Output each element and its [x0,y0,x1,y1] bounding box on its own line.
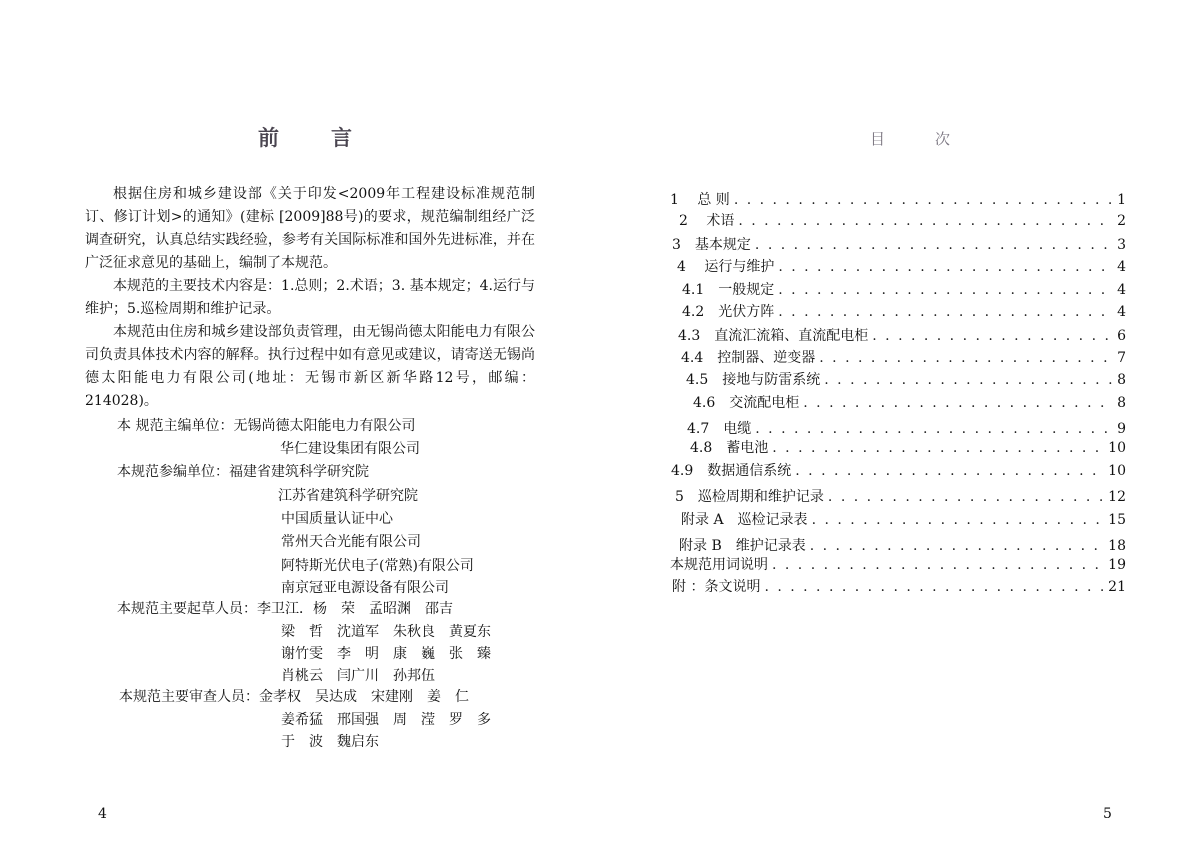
toc-entry[interactable] [677,257,1126,277]
preface-paragraph: 本规范由住房和城乡建设部负责管理，由无锡尚德太阳能电力有限公司负责具体技术内容的解释。执行过程中如有意见或建议，请寄送无锡尚德太阳能电力有限公司(地址：无锡市新区新华路12号，邮编：214028)。 [85,324,535,409]
chief-unit: 无锡尚德太阳能电力有限公司 [233,418,416,434]
drafters-line: 梁 哲 沈道军 朱秋良 黄夏东 [281,624,491,640]
drafters-row [117,598,453,621]
toc-entry-label: 4.3 直流汇流箱、直流配电柜 [678,328,869,344]
toc-entry[interactable] [690,438,1126,458]
toc-entry-label: 3 基本规定 [672,237,751,253]
toc-entry-page: 10 [1108,463,1126,479]
toc-entry-page: 3 [1117,237,1126,253]
toc-entry-label: 附录 B 维护记录表 [679,538,806,554]
reviewers-label: 本规范主要审查人员： [119,689,259,705]
toc-leader [738,211,1113,231]
toc-entry-label: 本规范用词说明 [670,557,768,573]
toc-leader [778,257,1113,277]
toc-leader [812,510,1105,530]
toc-leader [778,302,1113,322]
toc-leader [810,536,1104,556]
toc-leader [764,577,1104,597]
drafters-line: 谢竹雯 李 明 康 巍 张 臻 [281,646,491,662]
toc-entry-label: 4.7 电缆 [687,421,752,437]
toc-entry[interactable] [693,393,1126,413]
toc-entry-page: 1 [1117,192,1126,208]
toc-leader [872,326,1113,346]
toc-entry[interactable] [682,280,1126,300]
toc-entry-page: 9 [1117,421,1126,437]
drafters-label: 本规范主要起草人员： [117,601,257,617]
preface-title: 前言 [258,125,404,150]
toc-entry-page: 2 [1117,213,1126,229]
toc-entry[interactable] [672,235,1126,255]
toc-entry[interactable] [686,370,1126,390]
reviewers-row [119,686,469,709]
toc-entry-label: 4.6 交流配电柜 [693,395,800,411]
toc-leader [772,555,1104,575]
toc-entry-page: 19 [1108,557,1126,573]
page-number: 5 [1103,806,1112,822]
toc-entry-label: 附 ：条文说明 [672,579,761,595]
participating-unit: 江苏省建筑科学研究院 [278,488,418,504]
chief-units-row [117,415,415,438]
toc-entry-page: 6 [1117,328,1126,344]
toc-leader [755,419,1113,439]
participating-unit: 中国质量认证中心 [281,511,393,527]
reviewers-line: 于 波 魏启东 [281,734,379,750]
toc-entry[interactable] [670,190,1126,210]
toc-entry-page: 8 [1117,372,1126,388]
toc-entry[interactable] [687,419,1126,439]
toc-leader [755,235,1113,255]
toc-entry-page: 4 [1117,304,1126,320]
toc-entry-page: 8 [1117,395,1126,411]
drafters-line: 李卫江．杨 荣 孟昭渊 邵吉 [257,601,453,617]
toc-entry[interactable] [675,487,1126,507]
toc-entry[interactable] [672,577,1126,597]
participating-units-label: 本规范参编单位： [117,464,229,480]
toc-entry[interactable] [671,461,1126,481]
toc-leader [803,393,1113,413]
toc-title: 目次 [870,130,1001,148]
preface-paragraph: 本规范的主要技术内容是：1.总则；2.术语；3. 基本规定；4.运行与维护；5.巡检周期和维护记录。 [85,278,535,317]
toc-entry-label: 4.5 接地与防雷系统 [686,372,821,388]
chief-units-label: 本 规范主编单位： [117,418,234,434]
toc-entry-page: 10 [1108,440,1126,456]
toc-entry-label: 1 总 则 [670,192,730,208]
toc-entry-label: 5 巡检周期和维护记录 [675,489,824,505]
preface-paragraph: 根据住房和城乡建设部《关于印发<2009年工程建设标准规范制订、修订计划>的通知》(建标 [2009]88号)的要求，规范编制组经广泛调查研究，认真总结实践经验，参考有关国际标准和国外先进标准，并在广泛征求意见的基础上，编制了本规范。 [85,186,535,271]
toc-entry-label: 4.8 蓄电池 [690,440,769,456]
toc-entry[interactable] [681,510,1126,530]
toc-entry[interactable] [679,536,1126,556]
toc-leader [819,348,1113,368]
participating-unit: 南京冠亚电源设备有限公司 [281,580,449,596]
chief-unit: 华仁建设集团有限公司 [280,441,420,457]
toc-entry-label: 2 术语 [679,213,735,229]
toc-entry-label: 4.1 一般规定 [682,282,775,298]
reviewers-line: 姜希猛 邢国强 周 滢 罗 多 [281,712,491,728]
toc-entry-page: 12 [1108,489,1126,505]
toc-leader [824,370,1113,390]
toc-entry[interactable] [670,555,1126,575]
toc-entry[interactable] [681,348,1126,368]
participating-unit: 福建省建筑科学研究院 [229,464,369,480]
toc-leader [828,487,1104,507]
table-of-contents [600,0,1199,846]
toc-leader [778,280,1113,300]
right-page [600,0,1199,846]
toc-entry-page: 18 [1108,538,1126,554]
toc-entry[interactable] [678,326,1126,346]
toc-entry-label: 4 运行与维护 [677,259,775,275]
drafters-line: 肖桃云 闫广川 孙邦伍 [281,668,435,684]
toc-entry-label: 4.2 光伏方阵 [682,304,775,320]
toc-leader [795,461,1104,481]
toc-entry-page: 15 [1108,512,1126,528]
toc-entry-page: 4 [1117,259,1126,275]
participating-unit: 常州天合光能有限公司 [281,534,421,550]
toc-entry-page: 7 [1117,350,1126,366]
participating-units-row [117,461,369,484]
toc-leader [772,438,1104,458]
toc-leader [734,190,1113,210]
preface-body [85,183,535,413]
toc-entry[interactable] [679,211,1126,231]
toc-entry-label: 附录 A 巡检记录表 [681,512,808,528]
toc-entry-page: 4 [1117,282,1126,298]
participating-unit: 阿特斯光伏电子(常熟)有限公司 [281,558,474,574]
page-number: 4 [98,806,107,822]
reviewers-line: 金孝权 吴达成 宋建刚 姜 仁 [259,689,469,705]
toc-entry-page: 21 [1108,579,1126,595]
toc-entry-label: 4.4 控制器、逆变器 [681,350,816,366]
toc-entry-label: 4.9 数据通信系统 [671,463,792,479]
toc-entry[interactable] [682,302,1126,322]
